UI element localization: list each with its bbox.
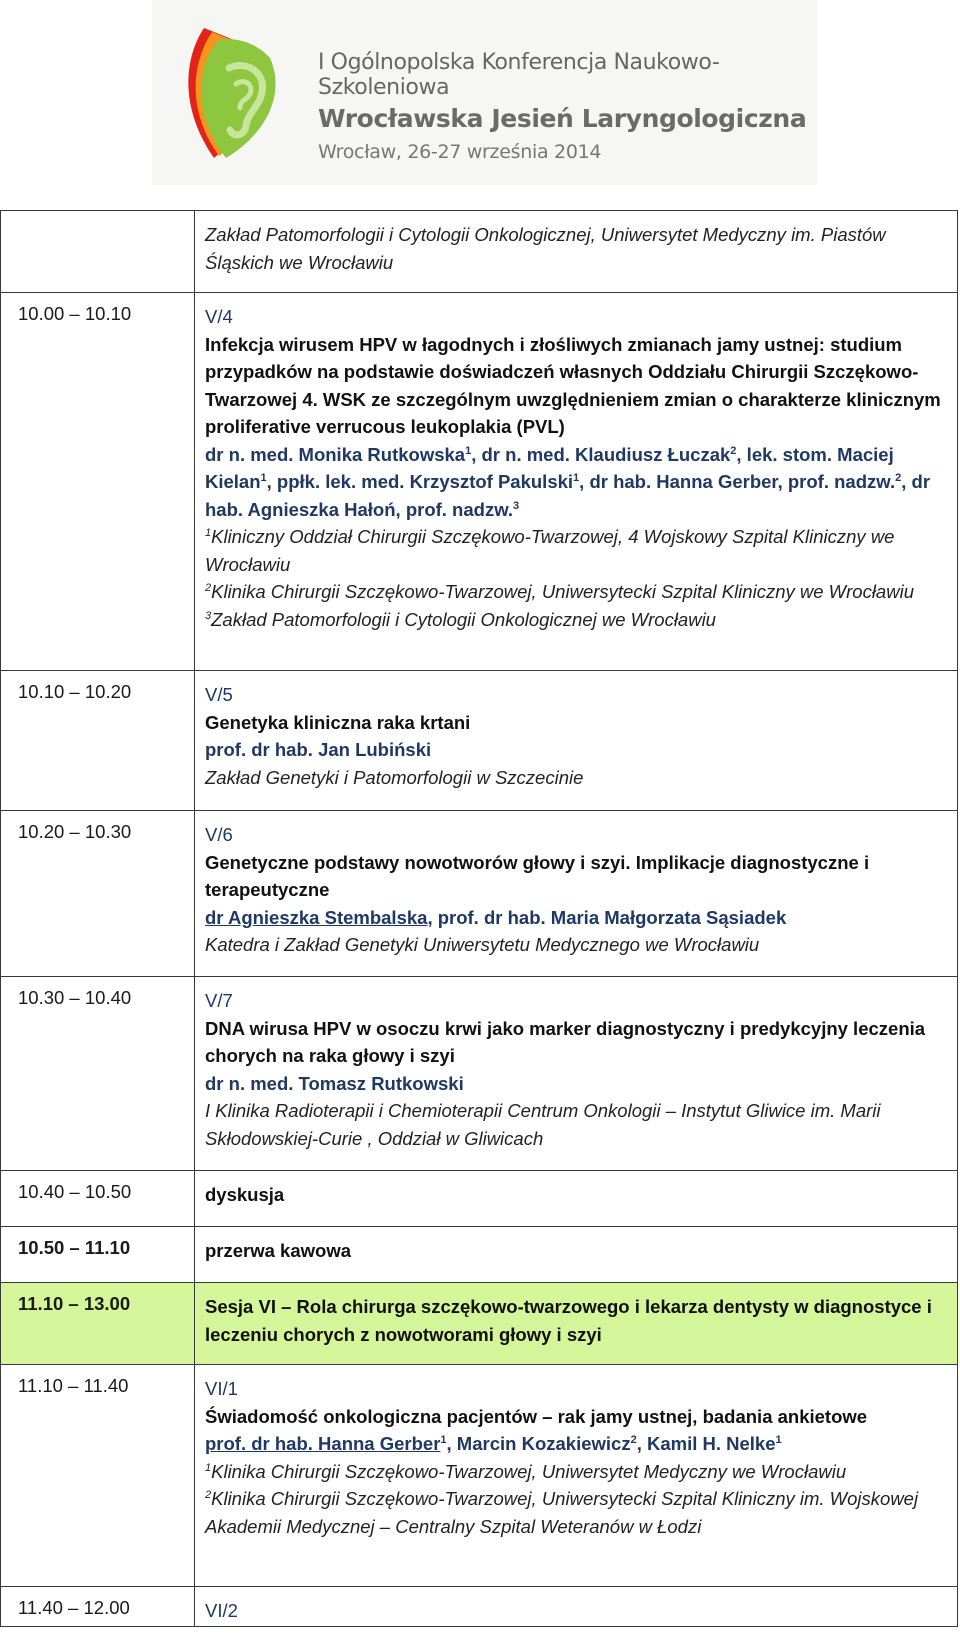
session-header-row <box>1 1283 958 1365</box>
conference-date-place: Wrocław, 26-27 września 2014 <box>318 141 602 163</box>
affiliation: Katedra i Zakład Genetyki Uniwersytetu Medycznego we Wrocławiu <box>205 934 760 955</box>
time-cell: 11.10 – 13.00 <box>1 1283 195 1365</box>
conference-name: Wrocławska Jesień Laryngologiczna <box>318 104 807 133</box>
talk-authors: dr n. med. Tomasz Rutkowski <box>205 1072 464 1094</box>
affiliation: $^2$Klinika Chirurgii Szczękowo-Twarzowej, Uniwersytecki Szpital Kliniczny we Wrocławiu <box>205 581 914 602</box>
talk-code: V/4 <box>205 306 233 327</box>
time-cell: 10.40 – 10.50 <box>1 1171 195 1227</box>
talk-code: VI/1 <box>205 1378 238 1399</box>
talk-authors: dr Agnieszka Stembalska, prof. dr hab. Maria Małgorzata Sąsiadek <box>205 906 787 928</box>
program-row <box>1 1365 958 1587</box>
talk-authors: prof. dr hab. Hanna Gerber$^1$, Marcin Kozakiewicz$^2$, Kamil H. Nelke$^1$ <box>205 1433 782 1454</box>
program-row <box>1 977 958 1171</box>
conference-title-line: I Ogólnopolska Konferencja Naukowo-Szkoleniowa <box>318 50 720 100</box>
program-row <box>1 293 958 671</box>
program-row <box>1 1171 958 1227</box>
time-cell: 10.20 – 10.30 <box>1 811 195 977</box>
affiliation: Zakład Genetyki i Patomorfologii w Szczecinie <box>205 766 584 788</box>
time-cell: 10.10 – 10.20 <box>1 671 195 811</box>
affiliation: I Klinika Radioterapii i Chemioterapii Centrum Onkologii – Instytut Gliwice im. Marii Skłodowskiej-Curie , Oddział w Gliwicach <box>205 1100 881 1149</box>
talk-title: Infekcja wirusem HPV w łagodnych i złośliwych zmianach jamy ustnej: studium przypadków na podstawie doświadczeń własnych Oddziału Chirurgii Szczękowo-Twarzowej 4. WSK ze szczególnym uwzględnieniem zmian o charakterze klinicznym proliferative verrucous leukoplakia (PVL) <box>205 333 941 437</box>
talk-authors: dr n. med. Monika Rutkowska$^1$, dr n. med. Klaudiusz Łuczak$^2$, lek. stom. Maciej Kielan$^1$, ppłk. lek. med. Krzysztof Pakulski$^1$, dr hab. Hanna Gerber, prof. nadzw.$^2$, dr hab. Agnieszka Hałoń, prof. nadzw.$^3$ <box>205 443 931 520</box>
affiliation: $^2$Klinika Chirurgii Szczękowo-Twarzowej, Uniwersytecki Szpital Kliniczny im. Wojskowej Akademii Medycznej – Centralny Szpital Weteranów w Łodzi <box>205 1488 919 1537</box>
talk-authors: prof. dr hab. Jan Lubiński <box>205 739 432 760</box>
time-cell: 11.10 – 11.40 <box>1 1365 195 1587</box>
time-cell: 10.00 – 10.10 <box>1 293 195 671</box>
session-label: przerwa kawowa <box>205 1240 352 1261</box>
talk-code: V/5 <box>205 684 233 705</box>
session-label: dyskusja <box>205 1184 285 1205</box>
program-row <box>1 1227 958 1283</box>
time-cell <box>1 211 195 293</box>
session-title: Sesja VI – Rola chirurga szczękowo-twarzowego i lekarza dentysty w diagnostyce i leczeniu chorych z nowotworami głowy i szyi <box>205 1296 932 1345</box>
program-row <box>1 1587 958 1627</box>
talk-title: DNA wirusa HPV w osoczu krwi jako marker diagnostyczny i predykcyjny leczenia chorych na raka głowy i szyi <box>205 1017 926 1066</box>
program-row <box>1 211 958 293</box>
affiliation: $^1$Kliniczny Oddział Chirurgii Szczękowo-Twarzowej, 4 Wojskowy Szpital Kliniczny we Wrocławiu <box>205 526 895 575</box>
affiliation: $^3$Zakład Patomorfologii i Cytologii Onkologicznej we Wrocławiu <box>205 608 716 630</box>
talk-code: V/6 <box>205 824 233 845</box>
talk-title: Świadomość onkologiczna pacjentów – rak jamy ustnej, badania ankietowe <box>205 1405 868 1427</box>
program-row <box>1 811 958 977</box>
talk-code: VI/2 <box>205 1600 238 1621</box>
affiliation: $^1$Klinika Chirurgii Szczękowo-Twarzowej, Uniwersytet Medyczny we Wrocławiu <box>205 1460 847 1482</box>
program-table <box>0 210 958 1627</box>
program-row <box>1 671 958 811</box>
time-cell: 10.30 – 10.40 <box>1 977 195 1171</box>
talk-title: Genetyka kliniczna raka krtani <box>205 711 471 733</box>
conference-logo <box>152 0 817 185</box>
time-cell: 10.50 – 11.10 <box>1 1227 195 1283</box>
talk-code: V/7 <box>205 990 233 1011</box>
time-cell: 11.40 – 12.00 <box>1 1587 195 1627</box>
leaf-ear-logo-icon <box>174 18 304 168</box>
talk-title: Genetyczne podstawy nowotworów głowy i szyi. Implikacje diagnostyczne i terapeutyczne <box>205 851 870 900</box>
affiliation: Zakład Patomorfologii i Cytologii Onkologicznej, Uniwersytet Medyczny im. Piastów Śląskich we Wrocławiu <box>205 224 886 273</box>
